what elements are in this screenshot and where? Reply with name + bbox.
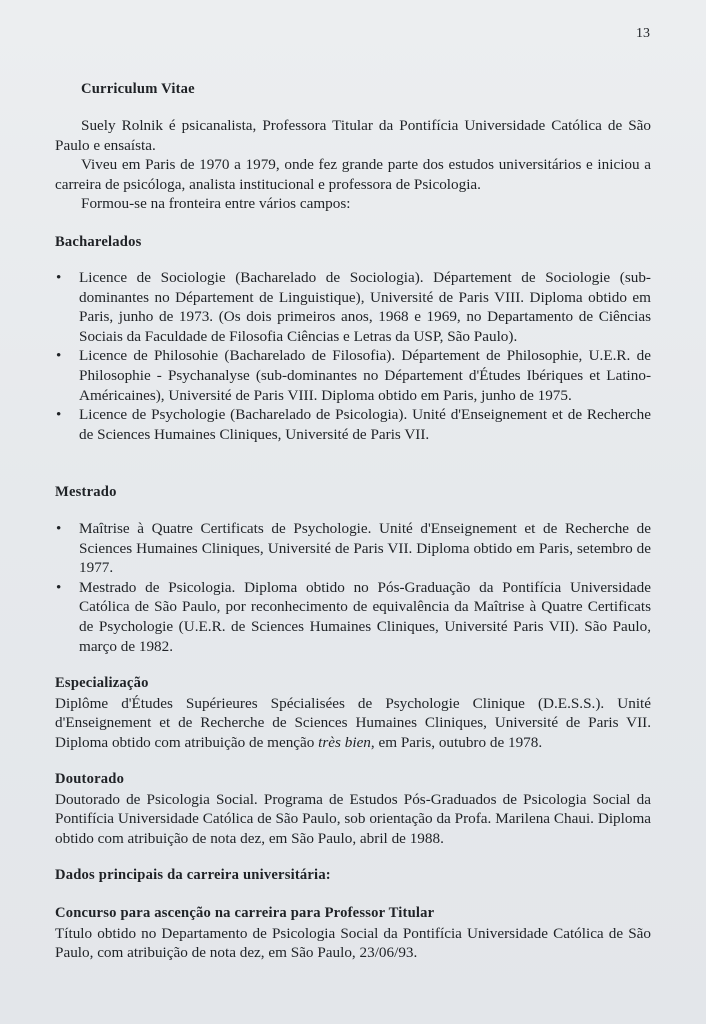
- especializacao-heading: Especialização: [55, 675, 149, 691]
- carreira-heading: Dados principais da carreira universitária:: [55, 867, 331, 883]
- concurso-block: [55, 904, 651, 963]
- especializacao-italic-text: très bien: [318, 733, 371, 751]
- mestrado-heading-block: [55, 483, 651, 503]
- carreira-block: [55, 866, 651, 886]
- mestrado-list: [55, 519, 651, 656]
- intro-paragraph: Suely Rolnik é psicanalista, Professora Titular da Pontifícia Universidade Católica de São Paulo e ensaísta.: [55, 117, 651, 154]
- especializacao-text-part: Diplôme d'Études Supérieures Spécialisées de Psychologie Clinique (D.E.S.S.). Unité d'Enseignement et de Recherche de Sciences Humaines Cliniques, Université de Paris VII. Diploma obtido com atribuição de menção: [55, 694, 651, 751]
- section-title: Curriculum Vitae: [81, 81, 195, 97]
- intro-block: [55, 116, 651, 214]
- list-item: • Maîtrise à Quatre Certificats de Psychologie. Unité d'Enseignement et de Recherche de Sciences Humaines Cliniques, Université de Paris VII. Diploma obtido em Paris, setembro de 1977.: [55, 519, 651, 578]
- list-item: • Licence de Sociologie (Bacharelado de Sociologia). Département de Sociologie (sub-dominantes no Département de Linguistique), Université de Paris VIII. Diploma obtido em Paris, junho de 1973. (Os dois primeiros anos, 1968 e 1969, no Departamento de Ciências Sociais da Faculdade de Filosofia Ciências e Letras da USP, São Paulo).: [55, 268, 651, 346]
- mestrado-list-block: [55, 519, 651, 656]
- doutorado-heading: Doutorado: [55, 771, 125, 787]
- especializacao-text-part: , em Paris, outubro de 1978.: [370, 733, 543, 751]
- list-item: • Licence de Psychologie (Bacharelado de Psicologia). Unité d'Enseignement et de Recherche de Sciences Humaines Cliniques, Université de Paris VII.: [55, 405, 651, 444]
- list-item: • Mestrado de Psicologia. Diploma obtido no Pós-Graduação da Pontifícia Universidade Católica de São Paulo, por reconhecimento de equivalência da Maîtrise à Quatre Certificats de Psychologie (U.E.R. de Sciences Humaines Cliniques, Université Paris VII). São Paulo, março de 1982.: [55, 578, 651, 656]
- mestrado-heading: Mestrado: [55, 484, 117, 500]
- especializacao-block: [55, 674, 651, 752]
- doutorado-text: Doutorado de Psicologia Social. Programa de Estudos Pós-Graduados de Psicologia Social da Pontifícia Universidade Católica de São Paulo, sob orientação da Profa. Marilena Chaui. Diploma obtido com atribuição de nota dez, em São Paulo, abril de 1988.: [55, 790, 651, 847]
- intro-paragraph: Viveu em Paris de 1970 a 1979, onde fez grande parte dos estudos universitários e iniciou a carreira de psicóloga, analista institucional e professora de Psicologia.: [55, 156, 651, 193]
- especializacao-text: [55, 694, 651, 753]
- concurso-heading: Concurso para ascenção na carreira para Professor Titular: [55, 905, 435, 921]
- doutorado-block: [55, 770, 651, 848]
- bacharelados-heading-block: [55, 233, 651, 253]
- list-item: • Licence de Philosohie (Bacharelado de Filosofia). Département de Philosophie, U.E.R. de Philosophie - Psychanalyse (sub-dominantes no Département d'Études Ibériques et Latino-Américaines), Université de Paris VIII. Diploma obtido em Paris, junho de 1975.: [55, 346, 651, 405]
- concurso-text: Título obtido no Departamento de Psicologia Social da Pontifícia Universidade Católica de São Paulo, com atribuição de nota dez, em São Paulo, 23/06/93.: [55, 924, 651, 962]
- bacharelados-list: [55, 268, 651, 444]
- intro-paragraph: Formou-se na fronteira entre vários campos:: [81, 195, 351, 213]
- cv-header-block: [55, 80, 651, 100]
- page-number: 13: [636, 26, 650, 41]
- bacharelados-heading: Bacharelados: [55, 234, 142, 250]
- bacharelados-list-block: [55, 268, 651, 444]
